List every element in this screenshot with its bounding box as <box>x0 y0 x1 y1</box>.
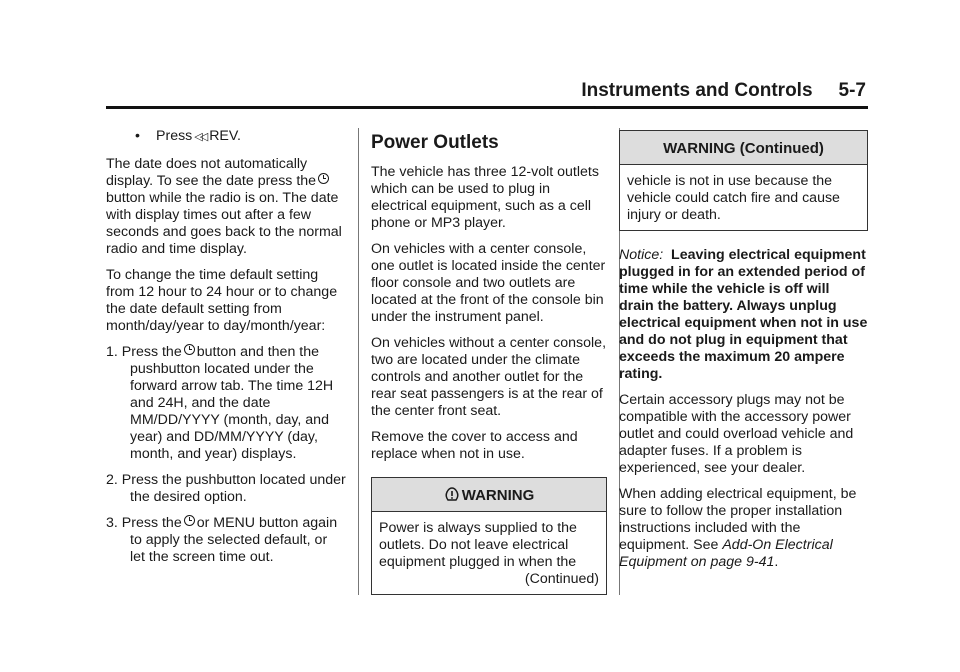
paragraph: When adding electrical equipment, be sure to follow the proper installation instructions included with the equipment. See Add-On Electrical Equipment on page 9-41. <box>619 486 857 570</box>
warning-header <box>372 478 606 512</box>
notice-label: Notice: <box>619 247 664 263</box>
warning-title: WARNING <box>461 487 535 504</box>
section-heading: Instruments and Controls <box>581 80 813 101</box>
header-rule <box>106 106 868 109</box>
column-middle <box>371 128 607 595</box>
column-right <box>619 128 868 580</box>
bullet-text: Press ◁◁ REV. <box>156 128 241 144</box>
clock-icon <box>318 173 329 184</box>
warning-text: Power is always supplied to the outlets. Do not leave electrical equipment plugged in when the <box>379 520 577 570</box>
warning-body: vehicle is not in use because the vehicle could catch fire and cause injury or death. <box>627 173 840 223</box>
column-divider <box>358 128 359 595</box>
rewind-icon: ◁◁ <box>194 131 206 143</box>
section-title: Power Outlets <box>371 132 499 153</box>
page-header <box>581 80 866 102</box>
paragraph: The vehicle has three 12-volt outlets which can be used to plug in electrical equipment, such as a cell phone or MP3 player. <box>371 164 599 231</box>
warning-box <box>371 477 607 595</box>
cross-reference-link[interactable]: Add-On Electrical Equipment on page 9-41 <box>619 537 833 570</box>
step-item: 2. Press the pushbutton located under the desired option. <box>106 472 346 505</box>
warning-icon <box>444 487 460 503</box>
paragraph-change-default: To change the time default setting from 12 hour to 24 hour or to change the date default setting from month/day/year to day/month/year: <box>106 267 338 334</box>
step-list <box>106 344 346 566</box>
bullet-dot: • <box>135 128 140 144</box>
continued-label: (Continued) <box>524 571 599 587</box>
bullet-item <box>106 128 346 146</box>
paragraph: On vehicles without a center console, two are located under the climate controls and another outlet for the rear seat passengers is at the rear of the center front seat. <box>371 335 607 419</box>
clock-icon <box>184 515 195 526</box>
warning-box-continued <box>619 130 868 231</box>
step-item: 3. Press the or MENU button again to apply the selected default, or let the screen time out. <box>106 515 338 565</box>
warning-header: WARNING (Continued) <box>620 131 867 165</box>
paragraph: Remove the cover to access and replace when not in use. <box>371 429 578 462</box>
clock-icon <box>184 344 195 355</box>
paragraph: On vehicles with a center console, one outlet is located inside the center floor console and two outlets are located at the front of the console bin under the instrument panel. <box>371 241 606 325</box>
paragraph: Certain accessory plugs may not be compatible with the accessory power outlet and could overload vehicle and adapter fuses. If a problem is experienced, see your dealer. <box>619 392 854 476</box>
notice <box>619 247 868 383</box>
warning-body <box>372 512 606 594</box>
paragraph-date: The date does not automatically display. To see the date press the button while the radio is on. The date with display times out after a few seconds and goes back to the normal radio and time display. <box>106 156 342 257</box>
column-left <box>106 128 346 575</box>
notice-text: Leaving electrical equipment plugged in for an extended period of time while the vehicle is off will drain the battery. Always unplug electrical equipment when not in use and do not plug in equipment that exceeds the maximum 20 ampere rating. <box>619 247 868 382</box>
page-number: 5-7 <box>838 80 866 101</box>
step-item: 1. Press the button and then the pushbutton located under the forward arrow tab. The time 12H and 24H, and the date MM/DD/YYYY (month, day, and year) and DD/MM/YYYY (day, month, and year) displays. <box>106 344 334 462</box>
